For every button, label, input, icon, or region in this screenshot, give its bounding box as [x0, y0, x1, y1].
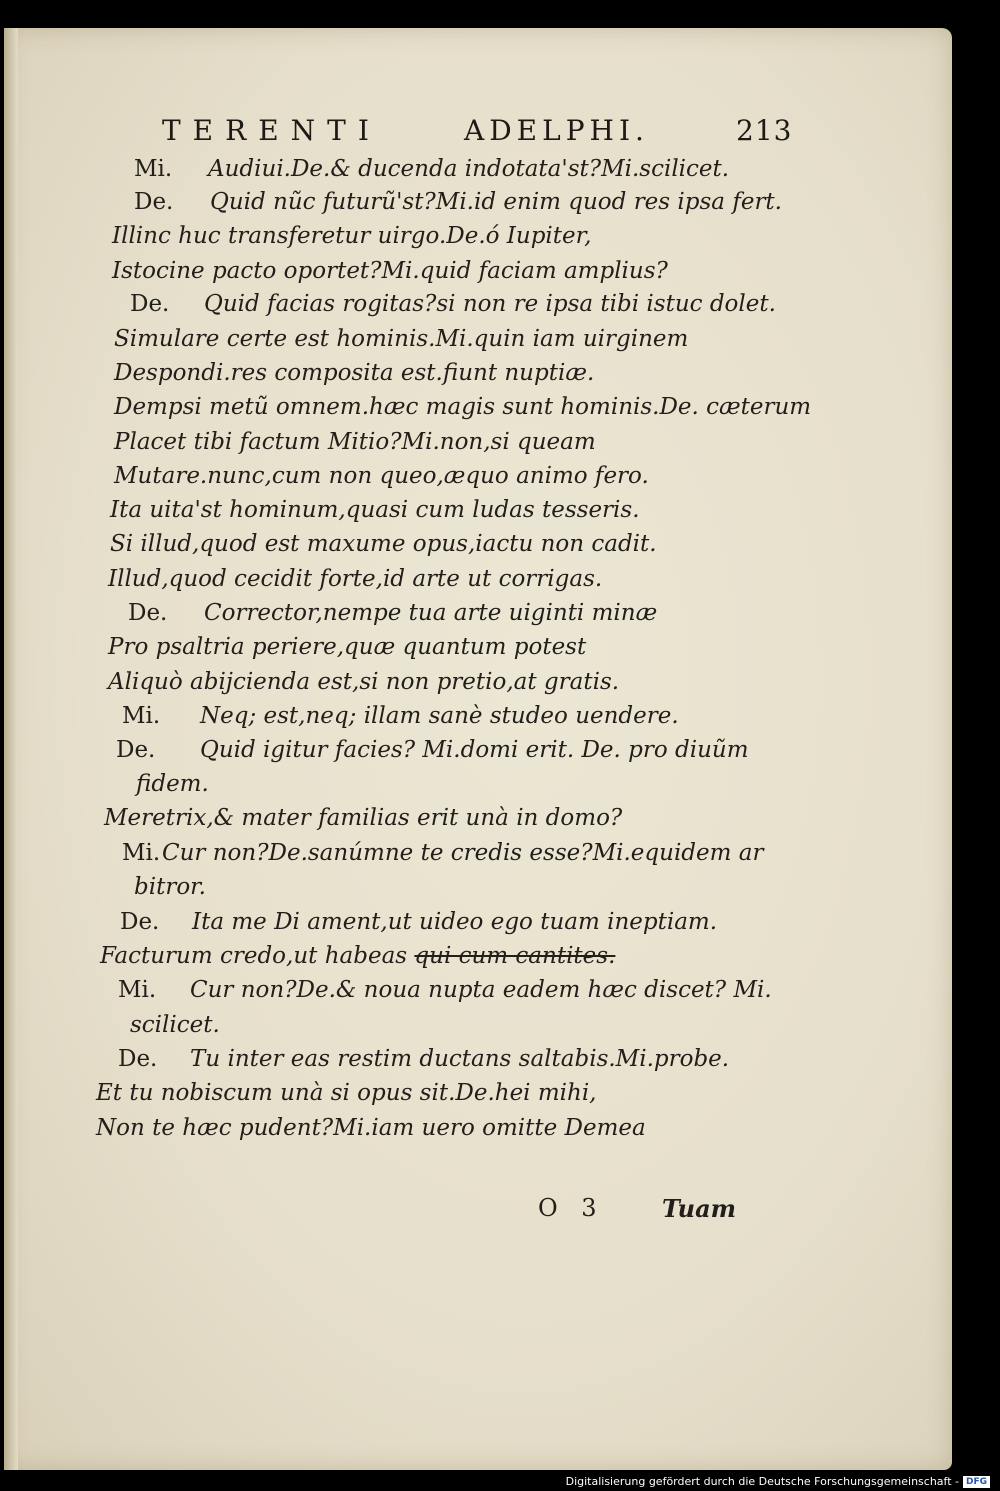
- verse-line: [108, 669, 619, 695]
- verse-line: [114, 463, 649, 489]
- verse-line: [200, 703, 679, 729]
- verse-text: Quid igitur facies? Mi.domi erit. De. pro diuũm: [200, 737, 749, 763]
- verse-text: Tu inter eas restim ductans saltabis.Mi.probe.: [190, 1046, 730, 1072]
- verse-text: Et tu nobiscum unà si opus sit.De.hei mihi,: [96, 1080, 597, 1106]
- verse-line: [110, 531, 657, 557]
- verse-line: [208, 156, 729, 182]
- verse-text: Corrector,nempe tua arte uiginti minæ: [204, 600, 658, 626]
- verse-line: [112, 223, 591, 249]
- verse-line: [110, 497, 640, 523]
- catchword: Tuam: [662, 1194, 737, 1223]
- verse-text: Audiui.De.& ducenda indotata'st?Mi.scilicet.: [208, 156, 730, 182]
- verse-text: bitror.: [134, 874, 206, 900]
- verse-text: scilicet.: [130, 1012, 220, 1038]
- verse-line: [96, 1080, 597, 1106]
- verse-text: Illud,quod cecidit forte,id arte ut corrigas.: [108, 566, 603, 592]
- verse-line: [200, 737, 749, 763]
- speaker-label: De.: [130, 291, 170, 317]
- speaker-label: Mi.: [122, 703, 161, 729]
- verse-line: [204, 291, 776, 317]
- verse-line: [112, 258, 668, 284]
- speaker-label: De.: [128, 600, 168, 626]
- verse-line: [104, 805, 622, 831]
- page-spine-shadow: [4, 28, 18, 1470]
- verse-line: [114, 429, 596, 455]
- verse-line: [190, 977, 772, 1003]
- verse-line: [162, 840, 763, 866]
- verse-text: Illinc huc transferetur uirgo.De.ó Iupiter,: [112, 223, 592, 249]
- verse-line: [190, 1046, 729, 1072]
- verse-text: Despondi.res composita est.fiunt nuptiæ.: [114, 360, 595, 386]
- speaker-label: Mi.: [118, 977, 157, 1003]
- signature-mark: O 3: [538, 1194, 605, 1222]
- verse-text: Non te hæc pudent?Mi.iam uero omitte Demea: [96, 1115, 646, 1141]
- speaker-label: De.: [116, 737, 156, 763]
- header-author: TERENTI: [162, 114, 381, 147]
- verse-text: Dempsi metũ omnem.hæc magis sunt hominis.De. cæterum: [114, 394, 812, 420]
- book-page: [4, 28, 952, 1470]
- speaker-label: De.: [120, 909, 160, 935]
- verse-line: [114, 326, 688, 352]
- verse-text: Aliquò abijcienda est,si non pretio,at gratis.: [108, 669, 620, 695]
- header-title: ADELPHI.: [464, 114, 649, 147]
- verse-text: Cur non?De.sanúmne te credis esse?Mi.equidem ar: [162, 840, 764, 866]
- verse-text: Neq; est,neq; illam sanè studeo uendere.: [200, 703, 679, 729]
- speaker-label: Mi.: [134, 156, 173, 182]
- verse-text: Ita uita'st hominum,quasi cum ludas tesseris.: [110, 497, 640, 523]
- verse-text: Quid facias rogitas?si non re ipsa tibi istuc dolet.: [204, 291, 776, 317]
- page-number: 213: [736, 114, 793, 147]
- verse-line: [96, 1115, 646, 1141]
- speaker-label: De.: [134, 189, 174, 215]
- speaker-label: Mi.: [122, 840, 161, 866]
- verse-text: Si illud,quod est maxume opus,iactu non cadit.: [110, 531, 657, 557]
- digitization-credit: [566, 1475, 990, 1488]
- verse-line: [114, 394, 811, 420]
- struck-through-text: qui cum cantites.: [414, 943, 616, 969]
- verse-line: [192, 909, 717, 935]
- verse-text: Mutare.nunc,cum non queo,æquo animo fero.: [114, 463, 649, 489]
- verse-line: [204, 600, 657, 626]
- verse-line: [136, 771, 209, 797]
- verse-text: Simulare certe est hominis.Mi.quin iam uirginem: [114, 326, 689, 352]
- dfg-logo: DFG: [963, 1476, 990, 1488]
- verse-text: Meretrix,& mater familias erit unà in domo?: [104, 805, 623, 831]
- verse-text: Quid nũc futurũ'st?Mi.id enim quod res ipsa fert.: [210, 189, 782, 215]
- verse-line: [134, 874, 206, 900]
- verse-text: Ita me Di ament,ut uideo ego tuam ineptiam.: [192, 909, 718, 935]
- speaker-label: De.: [118, 1046, 158, 1072]
- verse-text: Pro psaltria periere,quæ quantum potest: [108, 634, 587, 660]
- verse-text: Placet tibi factum Mitio?Mi.non,si queam: [114, 429, 596, 455]
- verse-text: Facturum credo,ut habeas: [100, 943, 408, 969]
- verse-text: fidem.: [136, 771, 209, 797]
- running-header: [4, 114, 952, 154]
- verse-line: [130, 1012, 220, 1038]
- verse-text: Cur non?De.& noua nupta eadem hæc discet? Mi.: [190, 977, 772, 1003]
- verse-line: [100, 943, 615, 969]
- verse-line: [108, 566, 602, 592]
- verse-line: [210, 189, 782, 215]
- verse-text: Istocine pacto oportet?Mi.quid faciam amplius?: [112, 258, 668, 284]
- credit-text: Digitalisierung gefördert durch die Deutsche Forschungsgemeinschaft -: [565, 1475, 959, 1488]
- verse-line: [108, 634, 586, 660]
- verse-line: [114, 360, 594, 386]
